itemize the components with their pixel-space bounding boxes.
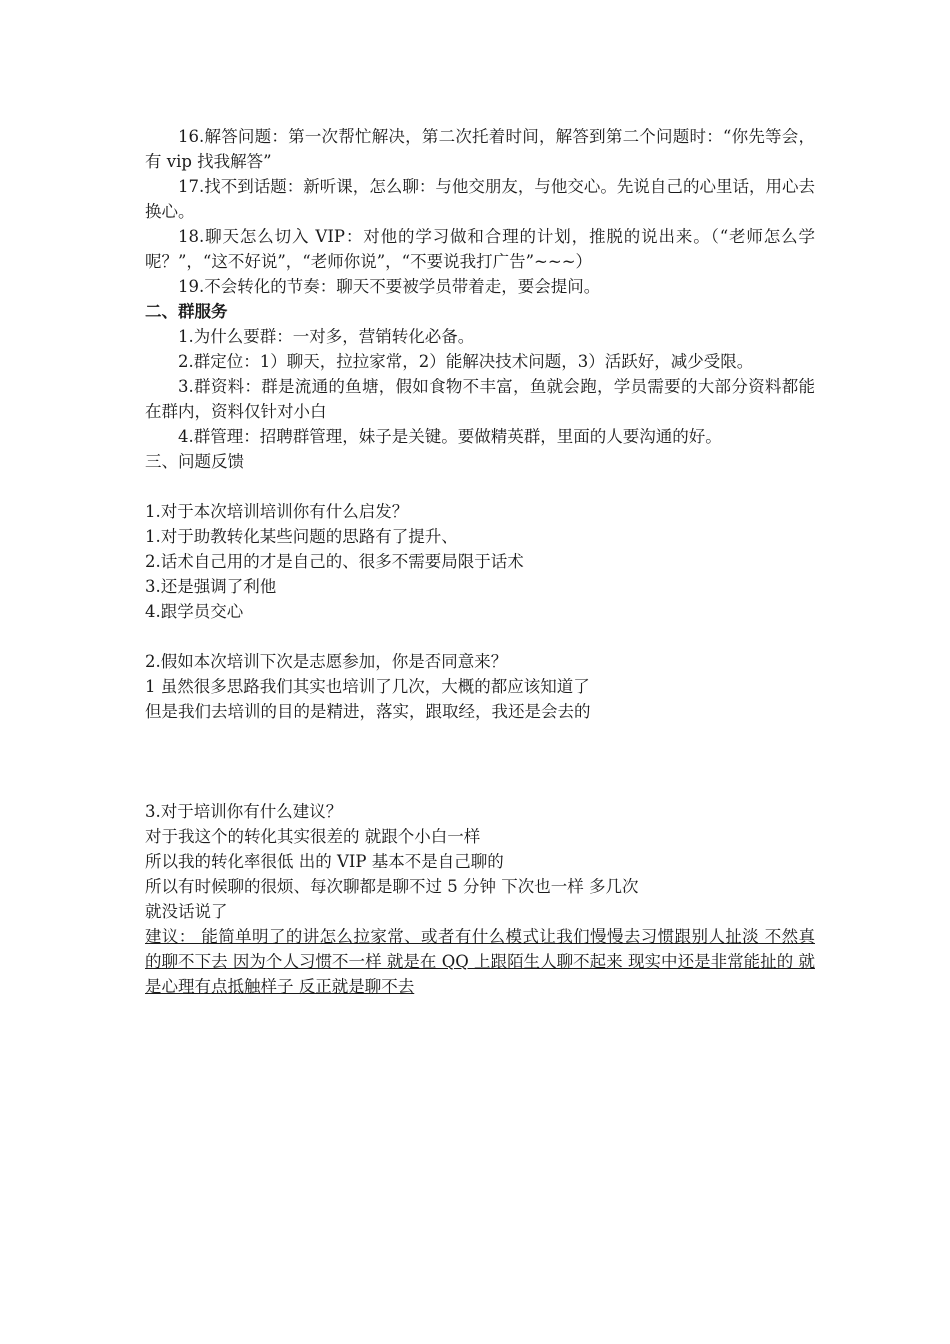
answer-line: 就没话说了 — [145, 902, 228, 921]
answer-line: 所以有时候聊的很烦、每次聊都是聊不过 5 分钟 下次也一样 多几次 — [145, 877, 639, 896]
answer-line: 2.话术自己用的才是自己的、很多不需要局限于话术 — [145, 552, 524, 571]
question-2: 2.假如本次培训下次是志愿参加，你是否同意来？ — [145, 652, 508, 671]
answer-line: 4.跟学员交心 — [145, 602, 244, 621]
question-1: 1.对于本次培训培训你有什么启发？ — [145, 502, 409, 521]
blank-line — [145, 774, 815, 799]
blank-line — [145, 624, 815, 649]
section1-item: 17.找不到话题：新听课，怎么聊：与他交朋友，与他交心。先说自己的心里话，用心去换心。 — [145, 177, 815, 221]
section2-item: 1.为什么要群：一对多，营销转化必备。 — [178, 327, 475, 346]
blank-line — [145, 474, 815, 499]
blank-line — [145, 749, 815, 774]
answer-line: 所以我的转化率很低 出的 VIP 基本不是自己聊的 — [145, 852, 504, 871]
section2-heading: 二、群服务 — [145, 302, 228, 321]
question-3: 3.对于培训你有什么建议？ — [145, 802, 343, 821]
answer-line: 3.还是强调了利他 — [145, 577, 277, 596]
section1-item: 18.聊天怎么切入 VIP：对他的学习做和合理的计划，推脱的说出来。（“老师怎么学呢？”，“这不好说”，“老师你说”，“不要说我打广告”~~~） — [145, 227, 815, 271]
section2-item: 4.群管理：招聘群管理，妹子是关键。要做精英群，里面的人要沟通的好。 — [178, 427, 722, 446]
suggestion-paragraph: 建议： 能简单明了的讲怎么拉家常、或者有什么模式让我们慢慢去习惯跟别人扯淡 不然真的聊不下去 因为个人习惯不一样 就是在 QQ 上跟陌生人聊不起来 现实中还是非常能扯的 就是心理有点抵触样子 反正就是聊不去 — [145, 927, 815, 996]
section2-item: 3.群资料：群是流通的鱼塘，假如食物不丰富，鱼就会跑，学员需要的大部分资料都能在群内，资料仅针对小白 — [145, 377, 815, 421]
answer-line: 1 虽然很多思路我们其实也培训了几次，大概的都应该知道了 — [145, 677, 590, 696]
blank-line — [145, 724, 815, 749]
answer-line: 1.对于助教转化某些问题的思路有了提升、 — [145, 527, 458, 546]
document-body — [145, 124, 815, 999]
answer-line: 对于我这个的转化其实很差的 就跟个小白一样 — [145, 827, 481, 846]
section3-heading: 三、问题反馈 — [145, 452, 244, 471]
section1-item: 19.不会转化的节奏：聊天不要被学员带着走，要会提问。 — [178, 277, 601, 296]
section2-item: 2.群定位：1）聊天，拉拉家常，2）能解决技术问题，3）活跃好，减少受限。 — [178, 352, 754, 371]
section1-item: 16.解答问题：第一次帮忙解决，第二次托着时间，解答到第二个问题时：“你先等会，有 vip 找我解答” — [145, 127, 815, 171]
answer-line: 但是我们去培训的目的是精进，落实，跟取经，我还是会去的 — [145, 702, 591, 721]
